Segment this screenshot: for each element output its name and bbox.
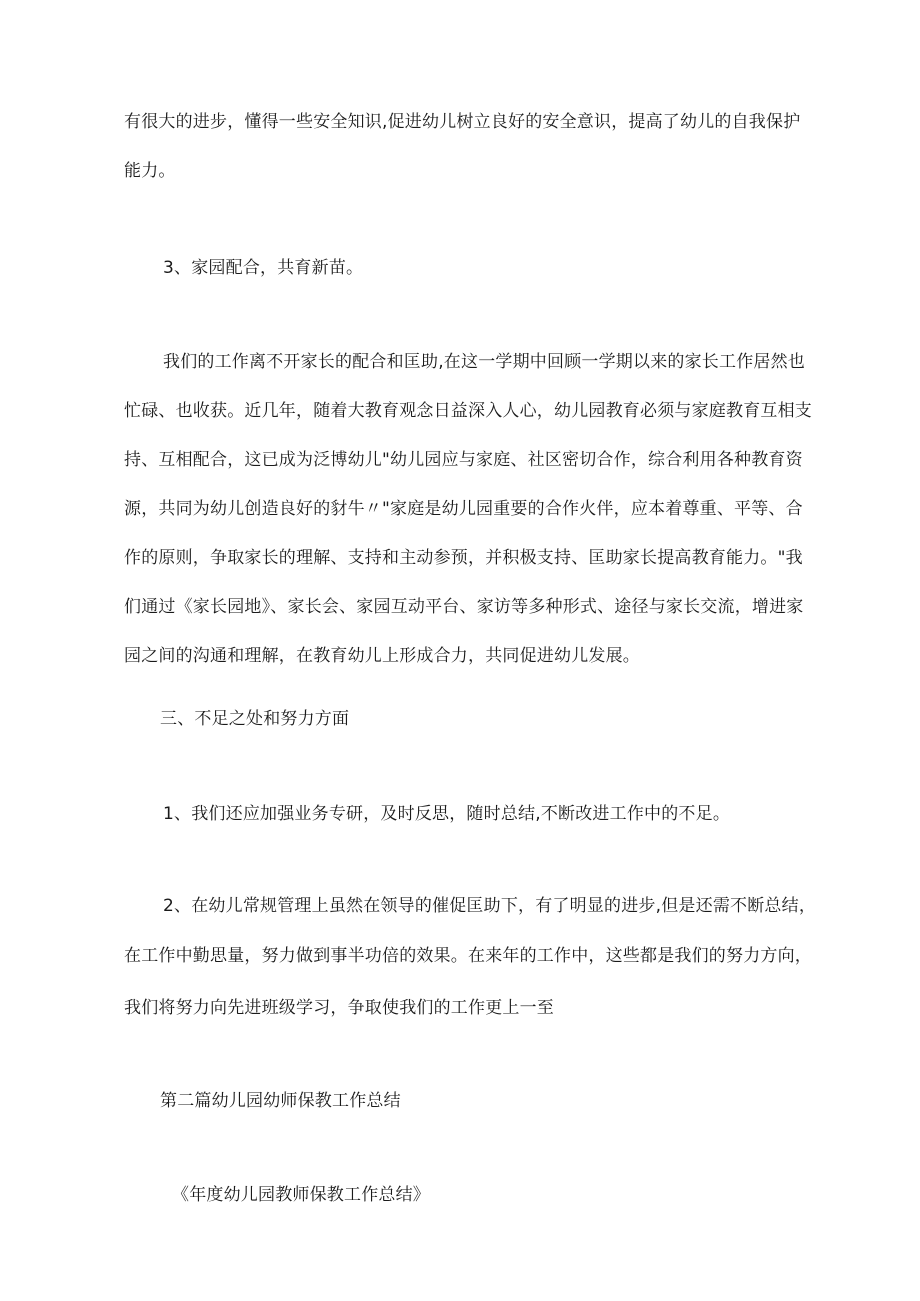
shortcoming-item-1: 1、我们还应加强业务专研，及时反思，随时总结,不断改进工作中的不足。 bbox=[163, 804, 731, 824]
parents-paragraph-line-1: 我们的工作离不开家长的配合和匡助,在这一学期中回顾一学期以来的家长工作居然也 bbox=[163, 352, 806, 372]
parents-paragraph-line-7: 园之间的沟通和理解，在教育幼儿上形成合力，共同促进幼儿发展。 bbox=[124, 646, 640, 666]
progress-paragraph-line-1: 有很大的进步，懂得一些安全知识,促进幼儿树立良好的安全意识，提高了幼儿的自我保护 bbox=[124, 112, 801, 132]
parents-paragraph-line-2: 忙碌、也收获。近几年，随着大教育观念日益深入人心，幼儿园教育必须与家庭教育互相支 bbox=[124, 401, 812, 421]
parents-paragraph-line-4: 源，共同为幼儿创造良好的豺牛〃"家庭是幼儿园重要的合作火伴，应本着尊重、平等、合 bbox=[124, 499, 803, 519]
shortcoming-item-2-line-3: 我们将努力向先进班级学习，争取使我们的工作更上一至 bbox=[124, 998, 554, 1018]
heading-shortcomings: 三、不足之处和努力方面 bbox=[160, 709, 350, 729]
shortcoming-item-2-line-2: 在工作中勤思量，努力做到事半功倍的效果。在来年的工作中，这些都是我们的努力方向， bbox=[124, 946, 812, 966]
parents-paragraph-line-5: 作的原则，争取家长的理解、支持和主动参预，并积极支持、匡助家长提高教育能力。"我 bbox=[124, 548, 803, 568]
heading-home-school-cooperation: 3、家园配合，共育新苗。 bbox=[163, 258, 364, 278]
shortcoming-item-2-line-1: 2、在幼儿常规管理上虽然在领导的催促匡助下，有了明显的进步,但是还需不断总结， bbox=[163, 896, 817, 916]
document-title: 《年度幼儿园教师保教工作总结》 bbox=[172, 1185, 430, 1205]
section-title: 第二篇幼儿园幼师保教工作总结 bbox=[160, 1091, 401, 1111]
parents-paragraph-line-6: 们通过《家长园地》、家长会、家园互动平台、家访等多种形式、途径与家长交流，增进家 bbox=[124, 597, 804, 617]
progress-paragraph-line-2: 能力。 bbox=[124, 161, 176, 181]
parents-paragraph-line-3: 持、互相配合，这已成为泛博幼儿"幼儿园应与家庭、社区密切合作，综合利用各种教育资 bbox=[124, 450, 803, 470]
